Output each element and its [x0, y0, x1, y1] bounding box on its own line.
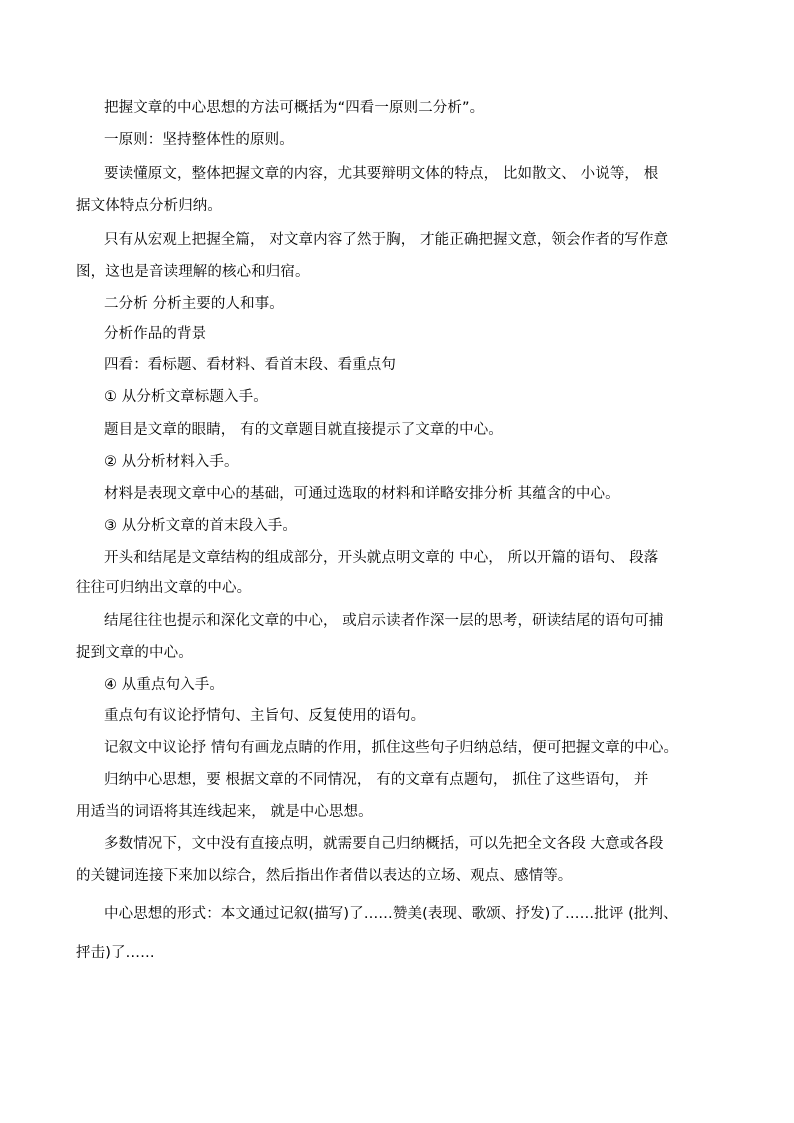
- text-line: 材料是表现文章中心的基础，可通过选取的材料和详略安排分析 其蕴含的中心。: [104, 486, 620, 502]
- text-line: 的关键词连接下来加以综合，然后指出作者借以表达的立场、观点、感情等。: [76, 868, 573, 884]
- text-line: 分析作品的背景: [104, 326, 207, 342]
- text-line-two-analysis: 二分析 分析主要的人和事。: [104, 296, 284, 312]
- list-item-4: ④ 从重点句入手。: [104, 677, 225, 693]
- text-line: 图，这也是音读理解的核心和归宿。: [76, 264, 310, 280]
- text-line: 多数情况下，文中没有直接点明，就需要自己归纳概括，可以先把全文各段 大意或各段: [104, 836, 664, 852]
- text-line: 抨击)了……: [76, 945, 155, 961]
- text-line: 重点句有议论抒情句、主旨句、反复使用的语句。: [104, 708, 426, 724]
- text-line: 记叙文中议论抒 情句有画龙点睛的作用，抓住这些句子归纳总结，便可把握文章的中心。: [104, 740, 679, 756]
- text-line-form: 中心思想的形式：本文通过记叙(描写)了……赞美(表现、歌颂、抒发)了……批评 (批判、: [104, 906, 678, 922]
- list-item-3: ③ 从分析文章的首末段入手。: [104, 518, 298, 534]
- text-line-one-principle: 一原则：坚持整体性的原则。: [104, 132, 294, 148]
- text-line: 捉到文章的中心。: [76, 645, 193, 661]
- list-item-2: ② 从分析材料入手。: [104, 454, 239, 470]
- text-line-four-looks: 四看：看标题、看材料、看首末段、看重点句: [104, 357, 396, 373]
- text-line: 据文体特点分析归纳。: [76, 198, 222, 214]
- list-item-1: ① 从分析文章标题入手。: [104, 389, 268, 405]
- text-line: 用适当的词语将其连线起来， 就是中心思想。: [76, 804, 373, 820]
- text-line: 题目是文章的眼睛， 有的文章题目就直接提示了文章的中心。: [104, 422, 503, 438]
- text-line: 要读懂原文，整体把握文章的内容，尤其要辩明文体的特点， 比如散文、 小说等， 根: [104, 166, 659, 182]
- text-line: 往往可归纳出文章的中心。: [76, 580, 252, 596]
- text-line-method-summary: 把握文章的中心思想的方法可概括为“四看一原则二分析”。: [104, 100, 485, 116]
- text-line: 只有从宏观上把握全篇， 对文章内容了然于胸， 才能正确把握文意，领会作者的写作意: [104, 232, 669, 248]
- text-line: 归纳中心思想，要 根据文章的不同情况， 有的文章有点题句， 抓住了这些语句， 并: [104, 772, 649, 788]
- text-line: 结尾往往也提示和深化文章的中心， 或启示读者作深一层的思考，研读结尾的语句可捕: [104, 613, 664, 629]
- text-line: 开头和结尾是文章结构的组成部分，开头就点明文章的 中心， 所以开篇的语句、 段落: [104, 550, 659, 566]
